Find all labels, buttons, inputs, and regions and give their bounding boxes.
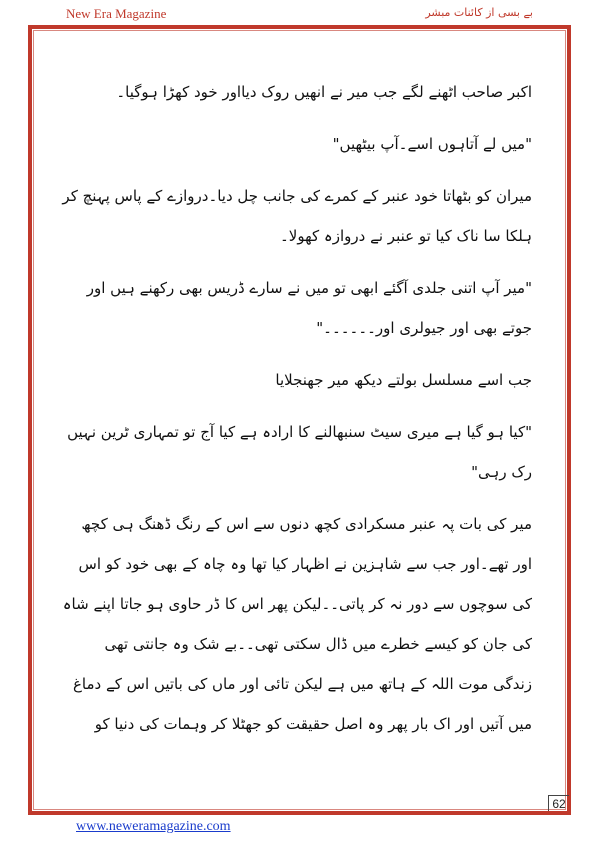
paragraph: "میں لے آتاہوں اسے۔آپ بیٹھیں" [332, 135, 532, 153]
paragraph: "میر آپ اتنی جلدی آگئے ابھی تو میں نے سارے ڈریس بھی رکھنے ہیں اور جوتے بھی اور جیولری اور۔۔۔۔۔۔" [86, 279, 532, 337]
novel-title: بے بسی از کائنات مبشر [425, 6, 533, 19]
paragraph: میران کو بٹھاتا خود عنبر کے کمرے کی جانب چل دیا۔دروازے کے پاس پہنچ کر ہلکا سا ناک کیا تو عنبر نے دروازہ کھولا۔ [62, 187, 532, 245]
story-text [62, 72, 532, 756]
paragraph: اکبر صاحب اٹھنے لگے جب میر نے انھیں روک دیااور خود کھڑا ہوگیا۔ [116, 83, 532, 101]
magazine-name: New Era Magazine [66, 6, 167, 21]
paragraph: "کیا ہو گیا ہے میری سیٹ سنبھالنے کا ارادہ ہے کیا آج تو تمہاری ٹرین نہیں رک رہی" [67, 423, 532, 481]
paragraph: جب اسے مسلسل بولتے دیکھ میر جھنجلایا [275, 371, 532, 389]
paragraph: میر کی بات پہ عنبر مسکرادی کچھ دنوں سے اس کے رنگ ڈھنگ ہی کچھ اور تھے۔اور جب سے شاہزین نے اظہار کیا تھا وہ چاہ کے بھی خود کو اس کی سوچوں سے دور نہ کر پاتی۔۔لیکن پھر اس کا ڈر حاوی ہو جاتا اپنے شاہ کی جان کو کیسے خطرے میں ڈال سکتی تھی۔۔بے شک وہ جانتی تھی زندگی موت اللہ کے ہاتھ میں ہے لیکن تائی اور ماں کی باتیں اس کے دماغ میں آتیں اور اک بار پھر وہ اصل حقیقت کو جھٹلا کر وہمات کی دنیا کو [62, 515, 532, 733]
page-number: 62 [548, 795, 569, 811]
website-link[interactable]: www.neweramagazine.com [76, 819, 231, 834]
